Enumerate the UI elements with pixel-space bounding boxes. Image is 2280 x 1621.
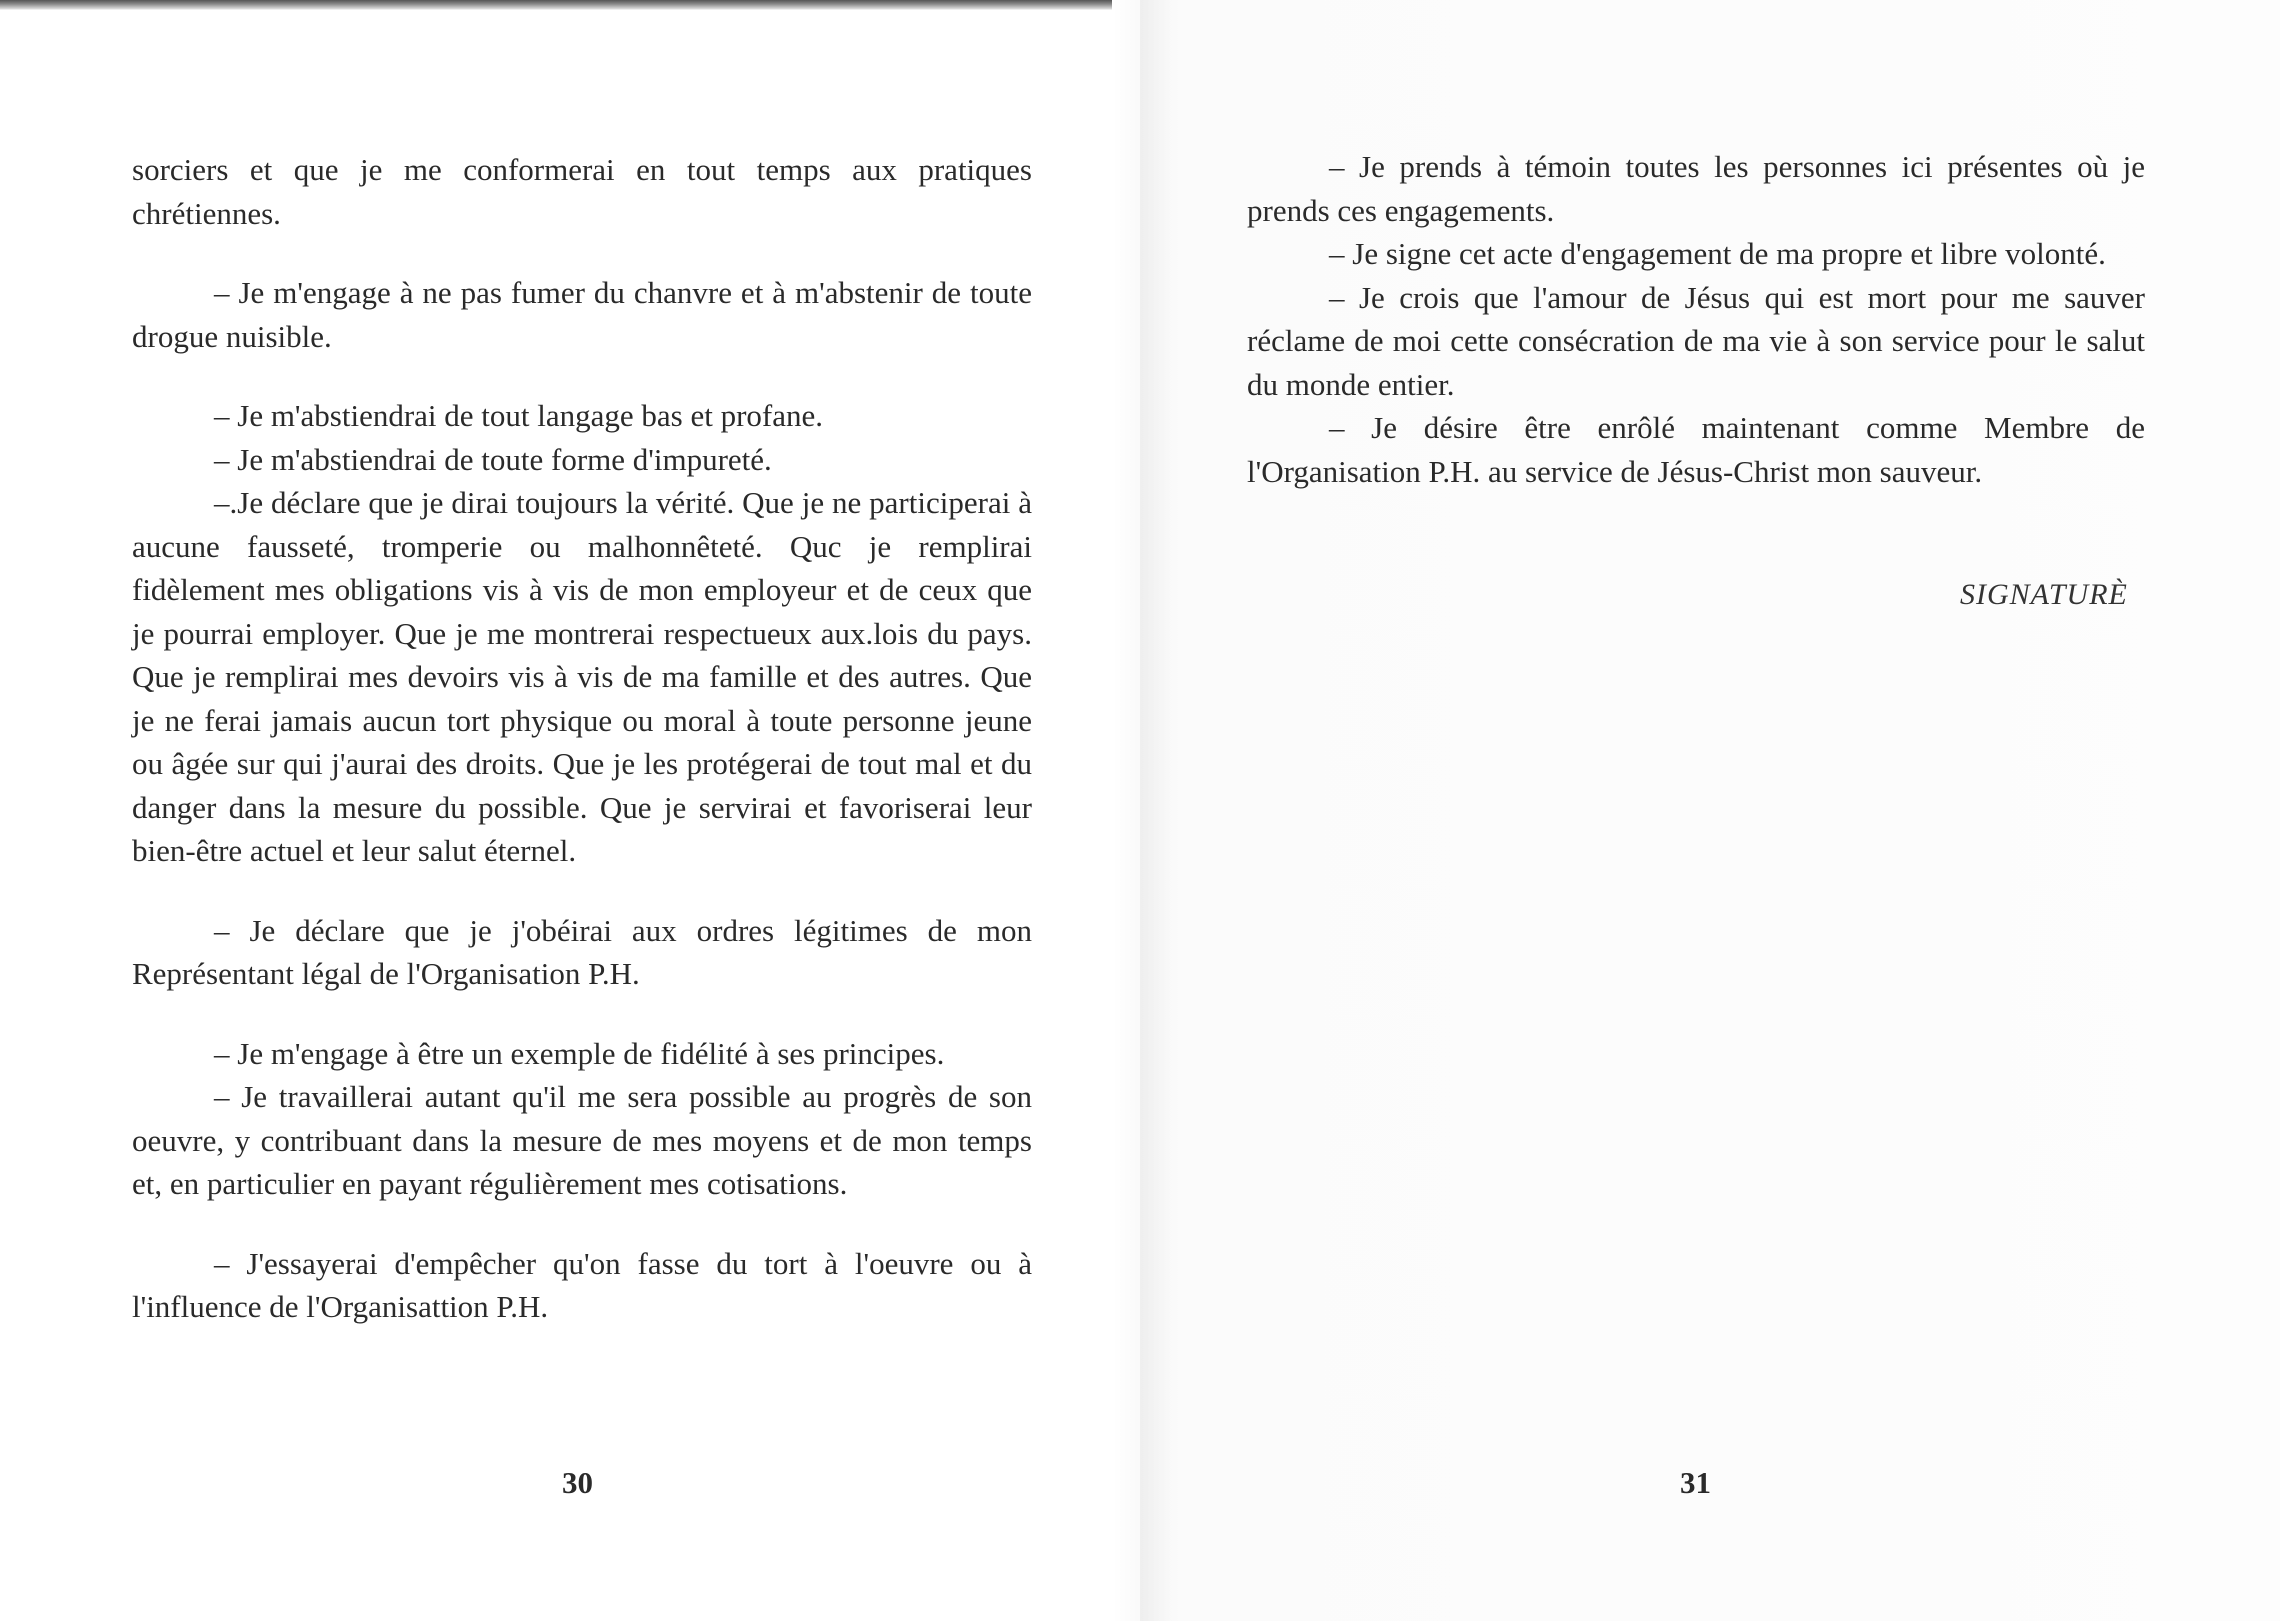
- paragraph-chanvre: – Je m'engage à ne pas fumer du chanvre et à m'abstenir de toute drogue nuisible.: [132, 275, 1032, 354]
- paragraph-travailler: – Je travaillerai autant qu'il me sera possible au progrès de son oeuvre, y contribuant dans la mesure de mes moyens et de mon temps et, en particulier en payant régulièrement mes cotisations.: [132, 1079, 1032, 1201]
- paragraph-gap: [132, 1206, 1032, 1242]
- left-page-text: [132, 148, 1032, 1329]
- page-number-left: 30: [562, 1465, 593, 1500]
- paragraph-fidelite: – Je m'engage à être un exemple de fidélité à ses principes.: [214, 1035, 945, 1071]
- paragraph-langage: – Je m'abstiendrai de tout langage bas et profane.: [214, 398, 824, 433]
- page-number-right: 31: [1680, 1465, 1711, 1500]
- paragraph-temoin: – Je prends à témoin toutes les personnes ici présentes où je prends ces engagements.: [1247, 149, 2145, 228]
- paragraph-amour: – Je crois que l'amour de Jésus qui est mort pour me sauver réclame de moi cette consécration de ma vie à son service pour le salut du monde entier.: [1247, 279, 2145, 402]
- paragraph-verite: –.Je déclare que je dirai toujours la vérité. Que je ne participerai à aucune fausseté, tromperie ou malhonnêteté. Quc je remplirai fidèlement mes obligations vis à vis de mon employeur et de ceux que je pourrai employer. Que je me montrerai respectueux aux.lois du pays. Que je remplirai mes devoirs vis à vis de ma famille et des autres. Que je ne ferai jamais aucun tort physique ou moral à toute personne jeune ou âgée sur qui j'aurai des droits. Que je les protégerai de tout mal et du danger dans la mesure du possible. Que je servirai et favoriserai leur bien-être actuel et leur salut éternel.: [132, 485, 1032, 868]
- paragraph-gap: [132, 873, 1032, 909]
- paragraph-gap: [132, 235, 1032, 271]
- paragraph-empecher: – J'essayerai d'empêcher qu'on fasse du tort à l'oeuvre ou à l'influence de l'Organisattion P.H.: [132, 1245, 1032, 1324]
- paragraph-signe: – Je signe cet acte d'engagement de ma propre et libre volonté.: [1329, 236, 2106, 271]
- right-page-text: [1247, 145, 2145, 493]
- paragraph-enrole: – Je désire être enrôlé maintenant comme Membre de l'Organisation P.H. au service de Jésus-Christ mon sauveur.: [1247, 410, 2145, 489]
- paragraph-gap: [132, 358, 1032, 394]
- paragraph-sorciers: sorciers et que je me conformerai en tout temps aux pratiques chrétiennes.: [132, 152, 1032, 231]
- paragraph-obeir: – Je déclare que je j'obéirai aux ordres légitimes de mon Représentant légal de l'Organisation P.H.: [132, 912, 1032, 991]
- book-gutter: [1112, 0, 1172, 1621]
- paragraph-impurete: – Je m'abstiendrai de toute forme d'impureté.: [214, 441, 772, 477]
- signature-label: SIGNATURÈ: [1960, 578, 2128, 611]
- paragraph-gap: [132, 996, 1032, 1032]
